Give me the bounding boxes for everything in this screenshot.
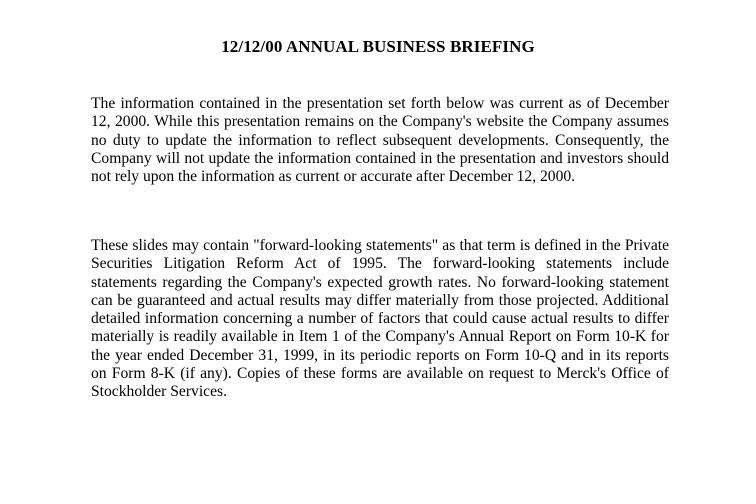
forward-looking-statements-paragraph: These slides may contain "forward-looking statements" as that term is defined in the Private Securities Litigation Reform Act of 1995. The forward-looking statements include statements regarding the Company's expected growth rates. No forward-looking statement can be guaranteed and actual results may differ materially from those projected. Additional detailed information concerning a number of factors that could cause actual results to differ materially is readily available in Item 1 of the Company's Annual Report on Form 10-K for the year ended December 31, 1999, in its periodic reports on Form 10-Q and in its reports on Form 8-K (if any). Copies of these forms are available on request to Merck's Office of Stockholder Services. (91, 237, 669, 401)
document-title: 12/12/00 ANNUAL BUSINESS BRIEFING (221, 37, 535, 56)
disclaimer-paragraph: The information contained in the presentation set forth below was current as of December 12, 2000. While this presentation remains on the Company's website the Company assumes no duty to update the information to reflect subsequent developments. Consequently, the Company will not update the information contained in the presentation and investors should not rely upon the information as current or accurate after December 12, 2000. (91, 95, 669, 186)
